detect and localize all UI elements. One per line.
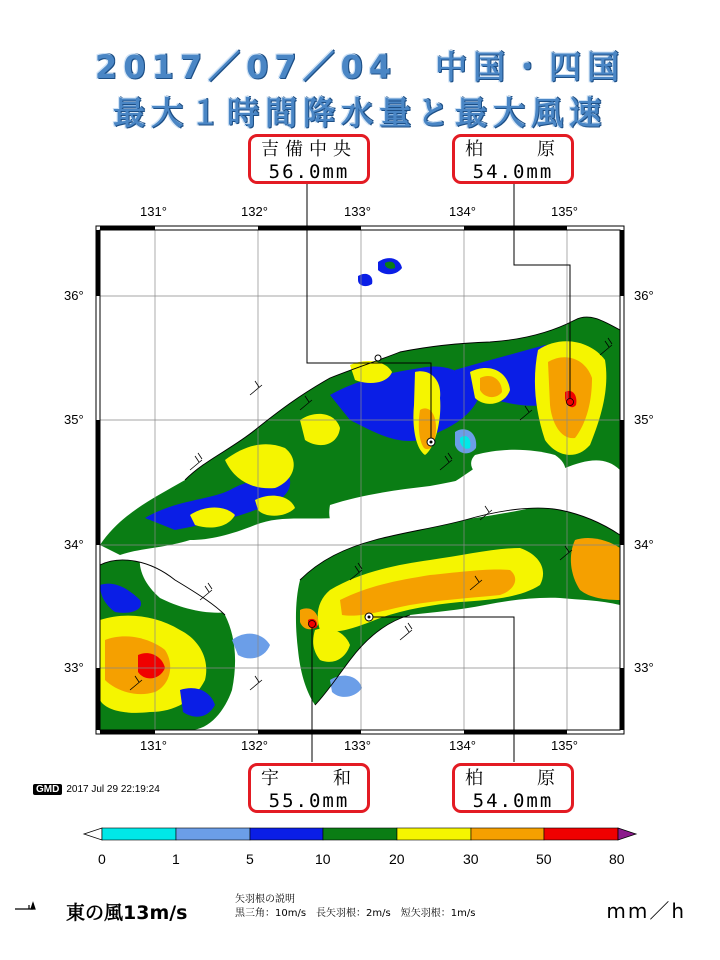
colorbar: [84, 828, 636, 840]
timestamp-stamp: [33, 784, 160, 795]
lon-label-bottom: 135°: [551, 738, 578, 753]
lat-label-left: 34°: [64, 537, 84, 552]
lat-label-right: 36°: [634, 288, 654, 303]
lat-label-left: 35°: [64, 412, 84, 427]
gmd-logo: GMD: [33, 784, 62, 795]
lat-label-right: 34°: [634, 537, 654, 552]
station-name: 柏 原: [465, 768, 561, 789]
station-value: 56.0mm: [268, 161, 350, 183]
station-value: 54.0mm: [472, 161, 554, 183]
lon-label-top: 131°: [140, 204, 167, 219]
colorbar-tick: 10: [315, 851, 331, 867]
wind-legend-barb: [15, 903, 35, 909]
title-description: 最大１時間降水量と最大風速: [112, 94, 607, 132]
wind-legend-label: 東の風13m/s: [66, 902, 188, 924]
station-value: 55.0mm: [268, 790, 350, 812]
lat-label-right: 35°: [634, 412, 654, 427]
timestamp-text: 2017 Jul 29 22:19:24: [66, 784, 160, 795]
lon-label-bottom: 131°: [140, 738, 167, 753]
colorbar-tick: 80: [609, 851, 625, 867]
lon-label-bottom: 132°: [241, 738, 268, 753]
colorbar-tick: 5: [246, 851, 254, 867]
colorbar-tick: 0: [98, 851, 106, 867]
barb-description-title: 矢羽根の説明: [235, 894, 295, 905]
lon-label-top: 134°: [449, 204, 476, 219]
colorbar-tick: 20: [389, 851, 405, 867]
colorbar-tick: 50: [536, 851, 552, 867]
lon-label-top: 135°: [551, 204, 578, 219]
lat-label-right: 33°: [634, 660, 654, 675]
station-name: 宇 和: [261, 768, 357, 789]
unit-label: mm／h: [606, 899, 686, 923]
colorbar-tick: 1: [172, 851, 180, 867]
lat-label-left: 33°: [64, 660, 84, 675]
lon-label-top: 133°: [344, 204, 371, 219]
station-value: 54.0mm: [472, 790, 554, 812]
lat-label-left: 36°: [64, 288, 84, 303]
station-name: 吉備中央: [261, 139, 357, 160]
lon-label-top: 132°: [241, 204, 268, 219]
barb-description-detail: 黒三角：10m/s 長矢羽根：2m/s 短矢羽根：1m/s: [235, 908, 476, 919]
title-date-region: 2017／07／04 中国・四国: [94, 48, 626, 86]
colorbar-tick: 30: [463, 851, 479, 867]
lon-label-bottom: 133°: [344, 738, 371, 753]
barb-description: [235, 893, 475, 921]
lon-label-bottom: 134°: [449, 738, 476, 753]
station-name: 柏 原: [465, 139, 561, 160]
